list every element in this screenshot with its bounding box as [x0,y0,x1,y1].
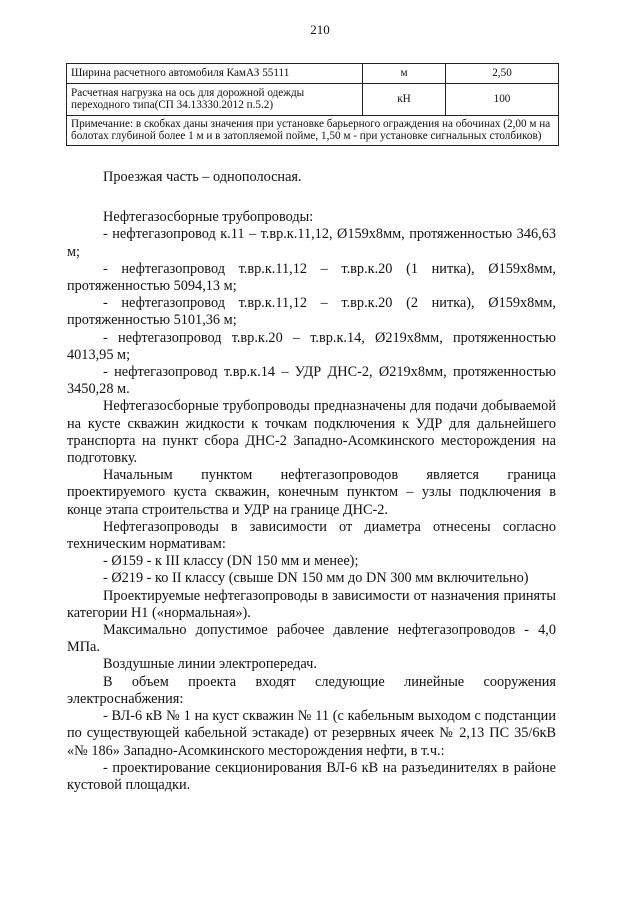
list-item: - проектирование секционирования ВЛ-6 кВ на разъединителях в районе кустовой площадки. [67,759,556,793]
value-cell: 100 [446,83,559,115]
list-item: - нефтегазопровод т.вр.к.20 – т.вр.к.14, Ø219х8мм, протяженностью 4013,95 м; [67,329,556,363]
unit-cell: м [363,64,446,84]
list-item: - ВЛ-6 кВ № 1 на куст скважин № 11 (с кабельным выходом с подстанции по существующей кабельной эстакаде) от резервных ячеек № 2,13 ПС 35/6кВ «№ 186» Западно-Асомкинского месторождения нефти, в т.ч.: [67,708,556,759]
paragraph-power-lines-heading: Воздушные линии электропередач. [103,656,317,673]
param-cell: Ширина расчетного автомобиля КамАЗ 55111 [67,64,363,84]
list-item: - Ø159 - к III классу (DN 150 мм и менее); [103,553,359,570]
table-note-row [67,115,559,145]
unit-cell: кН [363,83,446,115]
table-note: Примечание: в скобках даны значения при установке барьерного ограждения на обочинах (2,00 м на болотах глубиной более 1 м и в затопляемой пойме, 1,50 м - при установке сигнальных столбиков) [67,115,559,145]
paragraph-category: Проектируемые нефтегазопроводы в зависимости от назначения приняты категории Н1 («нормальная»). [67,587,556,621]
list-item: - нефтегазопровод к.11 – т.вр.к.11,12, Ø159х8мм, протяженностью 346,63 м; [67,226,556,260]
list-item: - нефтегазопровод т.вр.к.11,12 – т.вр.к.20 (1 нитка), Ø159х8мм, протяженностью 5094,13 м; [67,260,556,295]
table-row [67,64,559,84]
paragraph-lane-type: Проезжая часть – однополосная. [103,169,302,185]
list-item: - нефтегазопровод т.вр.к.14 – УДР ДНС-2, Ø219х8мм, протяженностью 3450,28 м. [67,364,556,398]
paragraph-purpose: Нефтегазосборные трубопроводы предназначены для подачи добываемой на кусте скважин жидкости к точкам подключения к УДР для дальнейшего транспорта на пункт сбора ДНС-2 Западно-Асомкинского месторождения на подготовку. [67,398,556,467]
page-number: 210 [310,22,330,37]
paragraph-start-end: Начальным пунктом нефтегазопроводов является граница проектируемого куста скважин, конечным пунктом – узлы подключения в конце этапа строительства и УДР на границе ДНС-2. [67,467,556,518]
paragraph-pressure: Максимально допустимое рабочее давление нефтегазопроводов - 4,0 МПа. [67,622,556,656]
value-cell: 2,50 [446,64,559,84]
list-item: - нефтегазопровод т.вр.к.11,12 – т.вр.к.20 (2 нитка), Ø159х8мм, протяженностью 5101,36 м; [67,295,556,329]
paragraph-scope: В объем проекта входят следующие линейные сооружения электроснабжения: [67,673,556,707]
list-item: - Ø219 - ко II классу (свыше DN 150 мм до DN 300 мм включительно) [103,570,529,587]
paragraph-pipelines-heading: Нефтегазосборные трубопроводы: [103,209,314,226]
param-cell: Расчетная нагрузка на ось для дорожной одежды переходного типа(СП 34.13330.2012 п.5.2) [67,83,363,115]
document-body [67,169,556,794]
table-row [67,83,559,115]
paragraph-classes: Нефтегазопроводы в зависимости от диаметра отнесены согласно техническим нормативам: [67,518,556,553]
parameters-table [66,63,559,146]
